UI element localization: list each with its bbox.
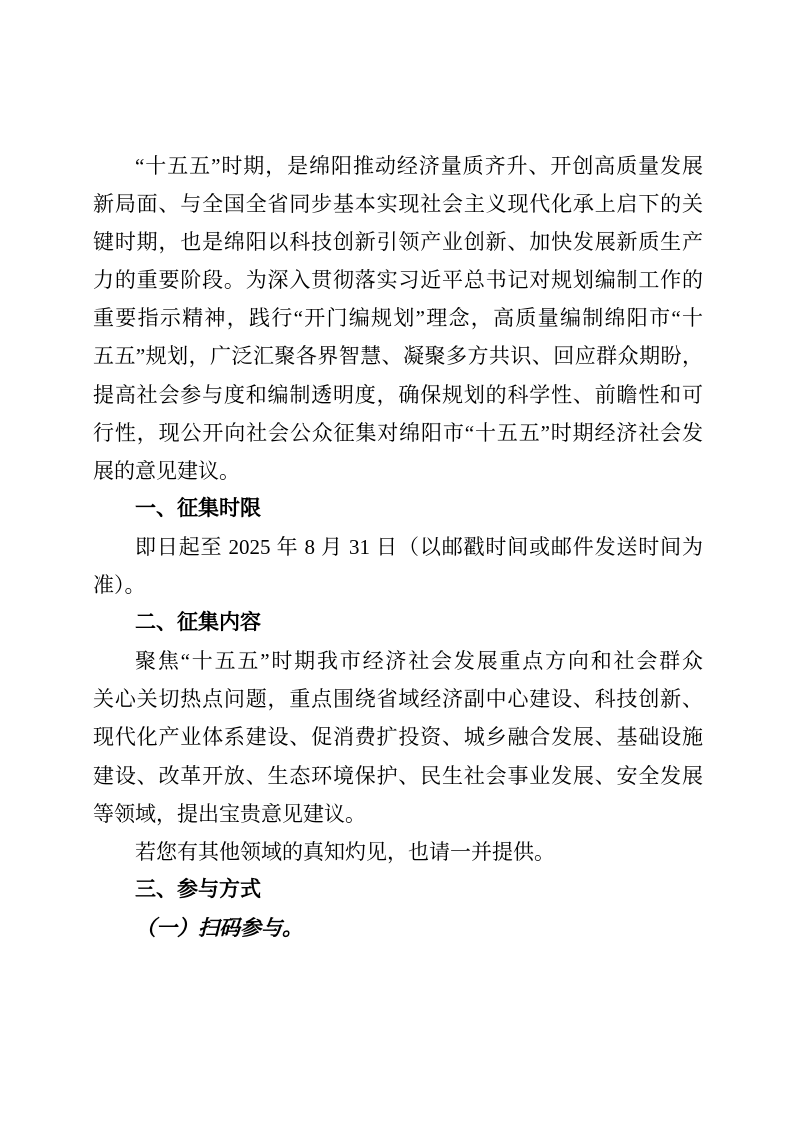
paragraph-line: “十五五”时期，是绵阳推动经济量质齐升、开创高质量发展	[135, 154, 703, 178]
paragraph-line: 等领域，提出宝贵意见建议。	[93, 801, 366, 826]
paragraph-line: 即日起至 2025 年 8 月 31 日（以邮戳时间或邮件发送时间为	[135, 534, 703, 559]
paragraph-line: 新局面、与全国全省同步基本实现社会主义现代化承上启下的关	[93, 192, 703, 217]
paragraph-line: 聚焦“十五五”时期我市经济社会发展重点方向和社会群众	[135, 649, 703, 674]
paragraph-line: 提高社会参与度和编制透明度，确保规划的科学性、前瞻性和可	[93, 382, 703, 407]
section-heading-collection-deadline: 一、征集时限	[135, 496, 261, 520]
paragraph-line: 展的意见建议。	[93, 458, 240, 483]
paragraph-line: 力的重要阶段。为深入贯彻落实习近平总书记对规划编制工作的	[93, 268, 703, 293]
sub-heading-scan-code: （一）扫码参与。	[135, 915, 303, 940]
paragraph-line: 现代化产业体系建设、促消费扩投资、城乡融合发展、基础设施	[93, 725, 703, 750]
paragraph-line: 五五”规划，广泛汇聚各界智慧、凝聚多方共识、回应群众期盼，	[93, 344, 703, 369]
document-body	[93, 147, 703, 947]
section-heading-collection-content: 二、征集内容	[135, 611, 261, 635]
paragraph-line: 若您有其他领域的真知灼见，也请一并提供。	[135, 839, 555, 864]
paragraph-line: 重要指示精神，践行“开门编规划”理念，高质量编制绵阳市“十	[93, 306, 703, 331]
paragraph-line: 建设、改革开放、生态环境保护、民生社会事业发展、安全发展	[93, 763, 703, 788]
paragraph-line: 准）。	[93, 573, 146, 598]
paragraph-line: 键时期，也是绵阳以科技创新引领产业创新、加快发展新质生产	[93, 230, 703, 255]
paragraph-line: 行性，现公开向社会公众征集对绵阳市“十五五”时期经济社会发	[93, 420, 703, 445]
paragraph-line: 关心关切热点问题，重点围绕省域经济副中心建设、科技创新、	[93, 687, 703, 712]
section-heading-participation-method: 三、参与方式	[135, 877, 261, 901]
